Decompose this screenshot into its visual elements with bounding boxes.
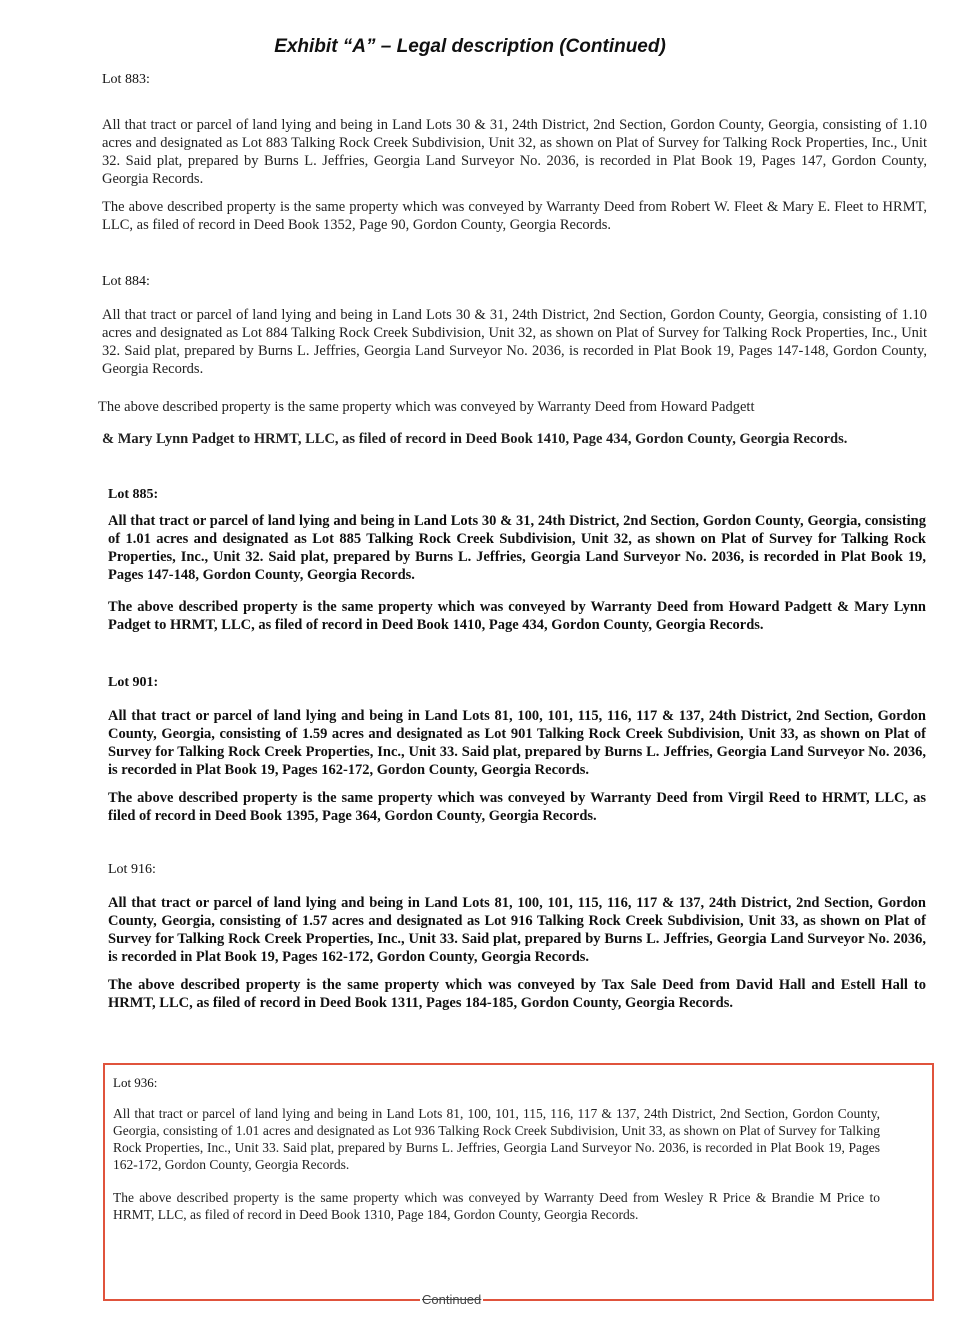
lot-884-heading: Lot 884:: [102, 274, 150, 289]
lot-884-description: All that tract or parcel of land lying and being in Land Lots 30 & 31, 24th District, 2nd Section, Gordon County, Georgia, consisting of 1.10 acres and designated as Lot 884 Talking Rock Creek Subdivision, Unit 32, as shown on Plat of Survey for Talking Rock Properties, Inc., Unit 32. Said plat, prepared by Burns L. Jeffries, Georgia Land Surveyor No. 2036, is recorded in Plat Book 19, Pages 147-148, Gordon County, Georgia Records.: [102, 307, 927, 377]
lot-916-heading: Lot 916:: [108, 862, 156, 877]
lot-883-heading: Lot 883:: [102, 72, 150, 87]
lot-885-conveyance: The above described property is the same property which was conveyed by Warranty Deed from Howard Padgett & Mary Lynn Padget to HRMT, LLC, as filed of record in Deed Book 1410, Page 434, Gordon County, Georgia Records.: [108, 599, 926, 633]
lot-916-section: [108, 862, 926, 1022]
lot-883-conveyance: The above described property is the same property which was conveyed by Warranty Deed from Robert W. Fleet & Mary E. Fleet to HRMT, LLC, as filed of record in Deed Book 1352, Page 90, Gordon County, Georgia Records.: [102, 199, 927, 233]
page-title: Exhibit “A” – Legal description (Continued): [274, 36, 666, 57]
lot-936-section: [113, 1075, 880, 1233]
lot-883-description: All that tract or parcel of land lying and being in Land Lots 30 & 31, 24th District, 2nd Section, Gordon County, Georgia, consisting of 1.10 acres and designated as Lot 883 Talking Rock Creek Subdivision, Unit 32, as shown on Plat of Survey for Talking Rock Properties, Inc., Unit 32. Said plat, prepared by Burns L. Jeffries, Georgia Land Surveyor No. 2036, is recorded in Plat Book 19, Pages 147, Gordon County, Georgia Records.: [102, 117, 927, 187]
lot-901-section: [108, 675, 926, 835]
lot-885-heading: Lot 885:: [108, 487, 159, 502]
lot-901-conveyance: The above described property is the same property which was conveyed by Warranty Deed from Virgil Reed to HRMT, LLC, as filed of record in Deed Book 1395, Page 364, Gordon County, Georgia Records.: [108, 790, 926, 824]
lot-883-section: [102, 72, 927, 244]
lot-884-conveyance-line2: & Mary Lynn Padget to HRMT, LLC, as filed of record in Deed Book 1410, Page 434, Gordon County, Georgia Records.: [102, 431, 848, 447]
lot-885-section: [108, 487, 926, 644]
lot-936-conveyance: The above described property is the same property which was conveyed by Warranty Deed from Wesley R Price & Brandie M Price to HRMT, LLC, as filed of record in Deed Book 1310, Page 184, Gordon County, Georgia Records.: [113, 1190, 880, 1222]
lot-885-description: All that tract or parcel of land lying and being in Land Lots 30 & 31, 24th District, 2nd Section, Gordon County, Georgia, consisting of 1.01 acres and designated as Lot 885 Talking Rock Creek Subdivision, Unit 32, as shown on Plat of Survey for Talking Rock Properties, Inc., Unit 32. Said plat, prepared by Burns L. Jeffries, Georgia Land Surveyor No. 2036, is recorded in Plat Book 19, Pages 147-148, Gordon County, Georgia Records.: [108, 513, 926, 583]
lot-936-heading: Lot 936:: [113, 1075, 158, 1090]
lot-916-conveyance: The above described property is the same property which was conveyed by Tax Sale Deed from David Hall and Estell Hall to HRMT, LLC, as filed of record in Deed Book 1311, Pages 184-185, Gordon County, Georgia Records.: [108, 977, 926, 1011]
lot-916-description: All that tract or parcel of land lying and being in Land Lots 81, 100, 101, 115, 116, 117 & 137, 24th District, 2nd Section, Gordon County, Georgia, consisting of 1.57 acres and designated as Lot 916 Talking Rock Creek Subdivision, Unit 33, as shown on Plat of Survey for Talking Rock Creek Properties, Inc., Unit 33. Said plat, prepared by Burns L. Jeffries, Georgia Land Surveyor No. 2036, is recorded in Plat Book 19, Pages 162-172, Gordon County, Georgia Records.: [108, 895, 926, 965]
lot-884-section: [98, 274, 927, 458]
continued-footer: Continued: [422, 1292, 482, 1307]
lot-884-conveyance-line1: The above described property is the same property which was conveyed by Warranty Deed from Howard Padgett: [98, 399, 755, 415]
lot-901-heading: Lot 901:: [108, 675, 159, 690]
lot-901-description: All that tract or parcel of land lying and being in Land Lots 81, 100, 101, 115, 116, 117 & 137, 24th District, 2nd Section, Gordon County, Georgia, consisting of 1.59 acres and designated as Lot 901 Talking Rock Creek Subdivision, Unit 33, as shown on Plat of Survey for Talking Rock Creek Properties, Inc., Unit 33. Said plat, prepared by Burns L. Jeffries, Georgia Land Surveyor No. 2036, is recorded in Plat Book 19, Pages 162-172, Gordon County, Georgia Records.: [108, 708, 926, 778]
lot-936-description: All that tract or parcel of land lying and being in Land Lots 81, 100, 101, 115, 116, 117 & 137, 24th District, 2nd Section, Gordon County, Georgia, consisting of 1.01 acres and designated as Lot 936 Talking Rock Creek Subdivision, Unit 33, as shown on Plat of Survey for Talking Rock Properties, Inc., Unit 33. Said plat, prepared by Burns L. Jeffries, Georgia Land Surveyor No. 2036, is recorded in Plat Book 19, Pages 162-172, Gordon County, Georgia Records.: [113, 1106, 880, 1172]
